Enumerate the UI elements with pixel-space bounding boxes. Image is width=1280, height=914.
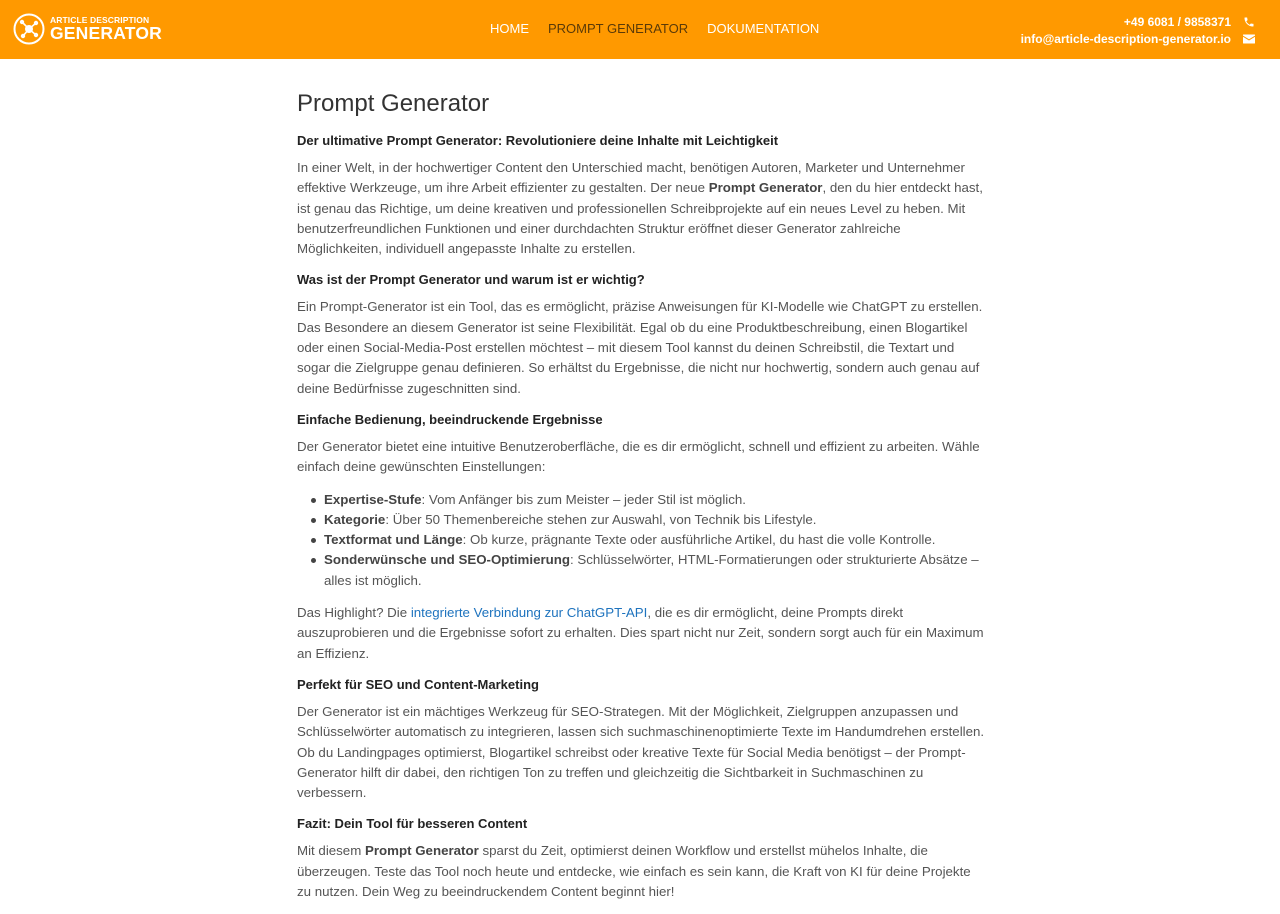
highlight-paragraph: Das Highlight? Die integrierte Verbindung zur ChatGPT-API, die es dir ermöglicht, deine Prompts direkt auszuprobieren und die Ergebnisse sofort zu erhalten. Dies spart nicht nur Zeit, sondern sorgt auch für ein Maximum an Effizienz. — [297, 605, 984, 661]
phone-link[interactable] — [1021, 13, 1255, 30]
section-heading-seo: Perfekt für SEO und Content-Marketing — [297, 676, 539, 692]
section-heading-fazit: Fazit: Dein Tool für besseren Content — [297, 816, 528, 832]
section-heading-usage: Einfache Bedienung, beeindruckende Ergebnisse — [297, 411, 603, 427]
site-logo[interactable] — [13, 12, 162, 46]
email-address[interactable]: info@article-description-generator.io — [1020, 31, 1231, 46]
fazit-paragraph: Mit diesem Prompt Generator sparst du Zeit, optimierst deinen Workflow und erstellst mühelos Inhalte, die überzeugen. Teste das Tool noch heute und entdecke, wie einfach es sein kann, die Kraft von KI für deine Projekte zu nutzen. Dein Weg zu beeindruckendem Content beginnt hier! — [297, 843, 971, 900]
list-item: Expertise-Stufe: Vom Anfänger bis zum Meister – jeder Stil ist möglich. — [309, 490, 987, 510]
nav-dokumentation[interactable]: DOKUMENTATION — [707, 21, 820, 36]
intro-paragraph: In einer Welt, in der hochwertiger Content den Unterschied macht, benötigen Autoren, Marketer und Unternehmer effektive Werkzeuge, um ihre Arbeit effizienter zu gestalten. Der neue Prompt Generator, den du hier entdeckt hast, ist genau das Richtige, um deine kreativen und professionellen Schreibprojekte auf ein neues Level zu heben. Mit benutzerfreundlichen Funktionen und einer durchdachten Struktur eröffnet dieser Generator zahlreiche Möglichkeiten, individuell angepasste Inhalte zu erstellen. — [297, 160, 983, 257]
phone-icon — [1243, 16, 1255, 28]
list-item: Textformat und Länge: Ob kurze, prägnante Texte oder ausführliche Artikel, du hast die volle Kontrolle. — [309, 530, 987, 550]
contact-info — [1021, 13, 1255, 47]
section-heading-what: Was ist der Prompt Generator und warum ist er wichtig? — [297, 272, 645, 288]
logo-network-icon — [13, 13, 45, 45]
what-paragraph: Ein Prompt-Generator ist ein Tool, das es ermöglicht, präzise Anweisungen für KI-Modelle wie ChatGPT zu erstellen. Das Besondere an diesem Generator ist seine Flexibilität. Egal ob du eine Produktbeschreibung, einen Blogartikel oder einen Social-Media-Post erstellen möchtest – mit diesem Tool kannst du deinen Schreibstil, die Textart und sogar die Zielgruppe genau definieren. So erhältst du Ergebnisse, die nicht nur hochwertig, sondern auch genau auf deine Bedürfnisse zugeschnitten sind. — [297, 299, 983, 396]
nav-prompt-generator[interactable]: PROMPT GENERATOR — [548, 21, 689, 36]
envelope-icon — [1243, 34, 1255, 44]
logo-title: GENERATOR — [50, 23, 162, 43]
settings-list — [309, 490, 987, 591]
main-nav — [490, 21, 838, 36]
logo-tagline: ARTICLE DESCRIPTION — [50, 14, 150, 25]
nav-home[interactable]: HOME — [490, 21, 529, 36]
site-header — [0, 0, 1280, 59]
list-item: Kategorie: Über 50 Themenbereiche stehen zur Auswahl, von Technik bis Lifestyle. — [309, 510, 987, 530]
main-content — [297, 88, 987, 914]
usage-paragraph: Der Generator bietet eine intuitive Benutzeroberfläche, die es dir ermöglicht, schnell und effizient zu arbeiten. Wähle einfach deine gewünschten Einstellungen: — [297, 438, 980, 475]
phone-number[interactable]: +49 6081 / 9858371 — [1123, 14, 1231, 29]
seo-paragraph: Der Generator ist ein mächtiges Werkzeug für SEO-Strategen. Mit der Möglichkeit, Zielgruppen anzupassen und Schlüsselwörter automatisch zu integrieren, lassen sich suchmaschinenoptimierte Texte im Handumdrehen erstellen. Ob du Landingpages optimierst, Blogartikel schreibst oder kreative Texte für Social Media benötigst – der Prompt-Generator hilft dir dabei, den richtigen Ton zu treffen und gleichzeitig die Sichtbarkeit in Suchmaschinen zu verbessern. — [297, 703, 985, 801]
page-title: Prompt Generator — [297, 90, 490, 117]
email-link[interactable] — [1021, 30, 1255, 47]
section-heading-intro: Der ultimative Prompt Generator: Revolutioniere deine Inhalte mit Leichtigkeit — [297, 133, 779, 148]
chatgpt-api-link[interactable]: integrierte Verbindung zur ChatGPT-API — [410, 605, 648, 621]
list-item: Sonderwünsche und SEO-Optimierung: Schlüsselwörter, HTML-Formatierungen oder strukturierte Absätze – alles ist möglich. — [309, 550, 987, 591]
